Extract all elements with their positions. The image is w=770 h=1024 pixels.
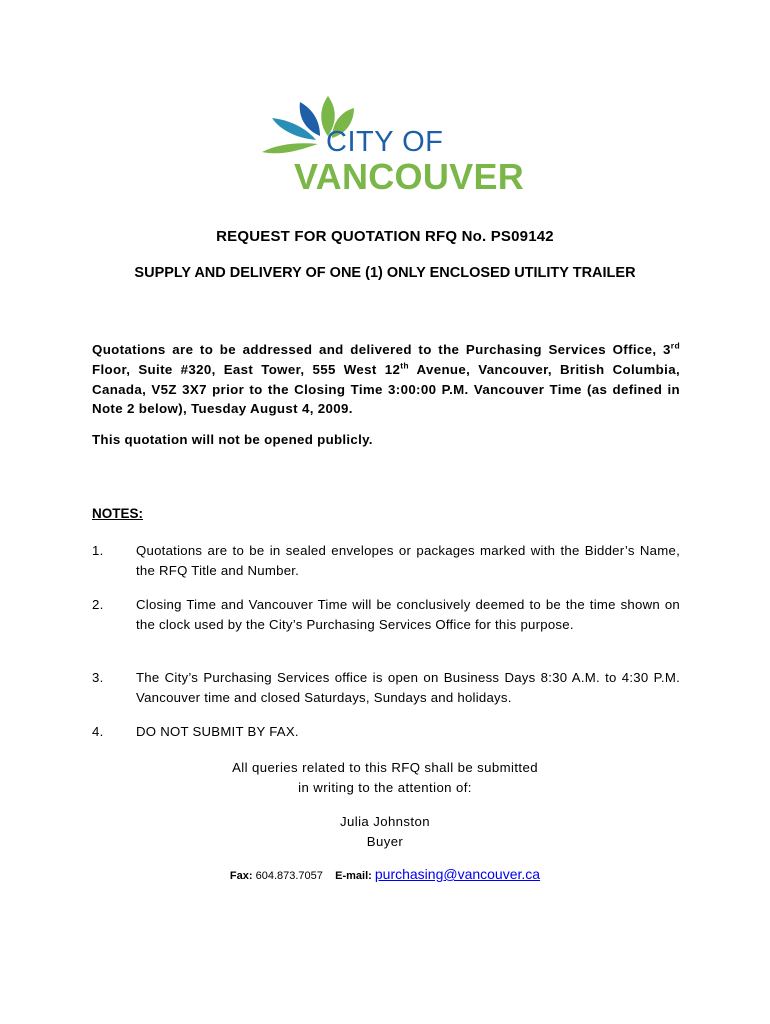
fax-number: 604.873.7057 [255, 870, 323, 882]
delivery-text-part1: Quotations are to be addressed and delivered to the Purchasing Services Office, 3 [92, 342, 671, 357]
delivery-instructions [92, 340, 680, 419]
queries-statement [0, 758, 770, 797]
fax-label: Fax: [229, 870, 253, 882]
note-number: 3. [92, 670, 104, 685]
note-number: 2. [92, 597, 104, 612]
email-link[interactable]: purchasing@vancouver.ca [374, 866, 541, 882]
contact-line [0, 866, 770, 882]
buyer-block [0, 812, 770, 851]
logo-line-city-of: CITY OF [326, 126, 444, 158]
note-text: Closing Time and Vancouver Time will be conclusively deemed to be the time shown on the clock used by the City’s Purchasing Services Office for this purpose. [136, 597, 680, 632]
note-number: 1. [92, 543, 104, 558]
not-opened-publicly-statement: This quotation will not be opened publicly. [92, 432, 373, 447]
note-text: Quotations are to be in sealed envelopes or packages marked with the Bidder’s Name, the RFQ Title and Number. [136, 543, 680, 578]
buyer-name: Julia Johnston [340, 814, 430, 829]
delivery-text-part3: Avenue, Vancouver, British Columbia, Canada, V5Z 3X7 prior to the Closing Time 3:00:00 P.M. Vancouver Time (as defined in Note 2 below), Tuesday August 4, 2009. [92, 361, 680, 417]
queries-line-1: All queries related to this RFQ shall be submitted [232, 760, 538, 775]
note-number: 4. [92, 724, 104, 739]
notes-heading: NOTES: [92, 506, 144, 521]
city-logo [258, 90, 525, 200]
buyer-role: Buyer [366, 833, 404, 849]
email-label: E-mail: [335, 870, 372, 882]
note-text: DO NOT SUBMIT BY FAX. [136, 724, 299, 739]
logo-line-vancouver: VANCOUVER [294, 156, 525, 197]
ordinal-suffix-th: th [400, 360, 409, 371]
delivery-text-part2: Floor, Suite #320, East Tower, 555 West 12 [92, 361, 401, 377]
rfq-title: REQUEST FOR QUOTATION RFQ No. PS09142 [216, 228, 554, 245]
queries-line-2: in writing to the attention of: [298, 779, 472, 795]
ordinal-suffix-rd: rd [670, 340, 680, 351]
note-text: The City’s Purchasing Services office is open on Business Days 8:30 A.M. to 4:30 P.M. Vancouver time and closed Saturdays, Sundays and holidays. [136, 670, 680, 705]
rfq-subtitle: SUPPLY AND DELIVERY OF ONE (1) ONLY ENCLOSED UTILITY TRAILER [134, 265, 636, 281]
